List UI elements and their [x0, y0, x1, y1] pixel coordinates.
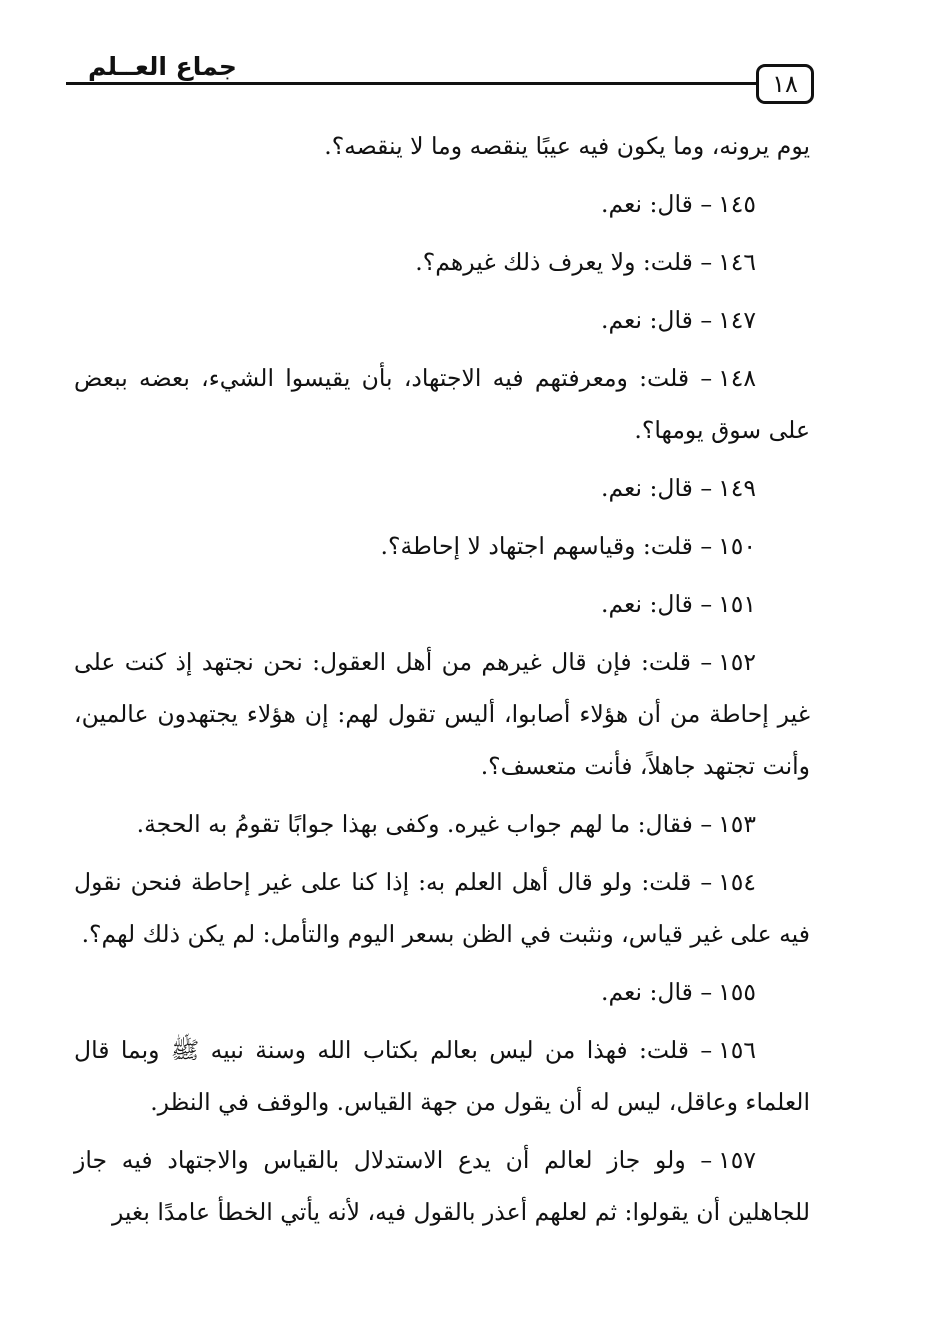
header-rule [66, 82, 756, 85]
paragraph-149 [74, 462, 810, 514]
paragraph-text: – قلت: فإن قال غيرهم من أهل العقول: نحن نجتهد إذ كنت على غير إحاطة من أن هؤلاء أصابوا، أليس تقول لهم: إن هؤلاء يجتهدون عالمين، وأنت تجتهد جاهلاً، فأنت متعسف؟. [74, 648, 810, 780]
paragraph-number: ١٥١ [718, 590, 756, 618]
paragraph-152 [74, 636, 810, 792]
paragraph-text: – قال: نعم. [601, 190, 713, 218]
paragraph-number: ١٥٧ [718, 1146, 756, 1174]
paragraph-148 [74, 352, 810, 456]
paragraph-156 [74, 1024, 810, 1128]
paragraph-number: ١٤٥ [718, 190, 756, 218]
paragraph-number: ١٥٢ [718, 648, 756, 676]
paragraph-155 [74, 966, 810, 1018]
paragraph-151 [74, 578, 810, 630]
paragraph-157 [74, 1134, 810, 1238]
paragraph-text: – قلت: ومعرفتهم فيه الاجتهاد، بأن يقيسوا الشيء، بعضه ببعض على سوق يومها؟. [74, 364, 810, 444]
paragraph-number: ١٥٤ [718, 868, 756, 896]
paragraph [74, 120, 810, 172]
paragraph-number: ١٤٧ [718, 306, 756, 334]
paragraph-145 [74, 178, 810, 230]
paragraph-number: ١٤٩ [718, 474, 756, 502]
paragraph-text: – قلت: فهذا من ليس بعالم بكتاب الله وسنة نبيه ﷺ وبما قال العلماء وعاقل، ليس له أن يقول من جهة القياس. والوقف في النظر. [74, 1036, 810, 1116]
paragraph-text: – فقال: ما لهم جواب غيره. وكفى بهذا جوابًا تقومُ به الحجة. [136, 810, 713, 838]
paragraph-text: – قال: نعم. [601, 978, 713, 1006]
page-body [74, 120, 810, 1244]
paragraph-146 [74, 236, 810, 288]
paragraph-text: – ولو جاز لعالم أن يدع الاستدلال بالقياس والاجتهاد فيه جاز للجاهلين أن يقولوا: ثم لعلهم أعذر بالقول فيه، لأنه يأتي الخطأ عامدًا بغير [74, 1146, 810, 1226]
paragraph-text: – قلت: ولو قال أهل العلم به: إذا كنا على غير إحاطة فنحن نقول فيه على غير قياس، ونثبت في الظن بسعر اليوم والتأمل: لم يكن ذلك لهم؟. [74, 868, 810, 948]
paragraph-number: ١٤٦ [718, 248, 756, 276]
paragraph-text: – قلت: ولا يعرف ذلك غيرهم؟. [415, 248, 713, 276]
paragraph-147 [74, 294, 810, 346]
page-header [66, 50, 814, 110]
page-number: ١٨ [756, 64, 814, 104]
paragraph-153 [74, 798, 810, 850]
paragraph-number: ١٥٥ [718, 978, 756, 1006]
paragraph-text: – قال: نعم. [601, 306, 713, 334]
paragraph-text: – قال: نعم. [601, 474, 713, 502]
book-title: جماع العــلم [88, 52, 237, 81]
paragraph-text: – قلت: وقياسهم اجتهاد لا إحاطة؟. [380, 532, 713, 560]
paragraph-154 [74, 856, 810, 960]
paragraph-text: يوم يرونه، وما يكون فيه عيبًا ينقصه وما لا ينقصه؟. [324, 132, 810, 160]
paragraph-number: ١٥٦ [718, 1036, 756, 1064]
paragraph-text: – قال: نعم. [601, 590, 713, 618]
paragraph-number: ١٥٠ [718, 532, 756, 560]
paragraph-number: ١٤٨ [718, 364, 756, 392]
paragraph-150 [74, 520, 810, 572]
paragraph-number: ١٥٣ [718, 810, 756, 838]
